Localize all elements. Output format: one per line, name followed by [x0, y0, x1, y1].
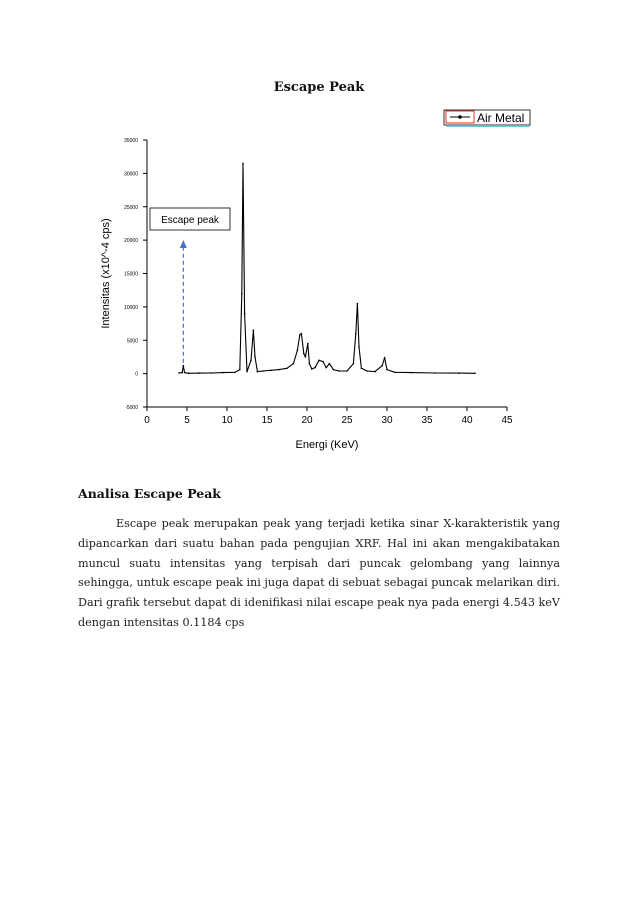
data-point: [239, 369, 241, 371]
analysis-paragraph: Escape peak merupakan peak yang terjadi ketika sinar X-karakteristik yang dipancarkan dari suatu bahan pada pengujian XRF. Hal ini akan mengakibatakan muncul suatu intensitas yang terpisah dari puncak gelombang yang lainnya sehingga, untuk escape peak ini juga dapat di sebuat sebagai puncak melarikan diri. Dari grafik tersebut dapat di idenifikasi nilai escape peak nya pada energi 4.543 keV dengan intensitas 0.1184 cps: [78, 517, 560, 629]
data-point: [366, 370, 368, 372]
data-point: [234, 372, 236, 374]
x-tick-label: 20: [301, 415, 313, 426]
y-tick-label: 10000: [124, 304, 138, 311]
y-tick-label: 35000: [124, 138, 138, 144]
data-point: [353, 363, 355, 365]
data-point: [210, 372, 212, 374]
data-point: [434, 372, 436, 374]
page-title: Escape Peak: [273, 80, 365, 95]
data-point: [262, 370, 264, 372]
data-point: [178, 372, 180, 374]
data-point: [222, 372, 224, 374]
data-point: [346, 370, 348, 372]
data-point: [257, 371, 259, 373]
data-point: [244, 313, 246, 315]
x-tick-label: 15: [261, 415, 273, 426]
data-point: [242, 163, 244, 165]
data-point: [307, 343, 309, 345]
y-tick-label: 30000: [124, 171, 138, 178]
data-point: [305, 356, 307, 358]
data-point: [254, 356, 256, 358]
data-point: [188, 373, 190, 375]
data-point: [318, 360, 320, 362]
data-point: [253, 329, 255, 331]
xrf-chart: [95, 100, 540, 460]
data-point: [329, 363, 331, 365]
data-point: [410, 372, 412, 374]
data-point: [181, 372, 183, 374]
data-point: [311, 368, 313, 370]
data-point: [198, 372, 200, 374]
data-point: [241, 293, 243, 295]
x-tick-label: 0: [144, 415, 150, 426]
data-point: [250, 360, 252, 362]
x-tick-label: 35: [421, 415, 433, 426]
series-line-air-metal: [179, 163, 475, 373]
data-point: [246, 371, 248, 373]
data-point: [361, 368, 363, 370]
data-point: [183, 365, 185, 367]
arrowhead-icon: [180, 240, 187, 248]
y-tick-label: 25000: [124, 204, 138, 211]
data-point: [184, 372, 186, 374]
data-point: [301, 333, 303, 335]
y-tick-label: -5000: [125, 405, 138, 411]
legend-symbol: [458, 115, 462, 119]
y-tick-label: 15000: [124, 271, 138, 278]
data-point: [358, 346, 360, 348]
y-tick-label: 5000: [126, 338, 138, 345]
data-point: [325, 367, 327, 369]
data-point: [394, 372, 396, 374]
data-point: [458, 372, 460, 374]
data-point: [297, 350, 299, 352]
section-heading: Analisa Escape Peak: [78, 486, 221, 501]
data-point: [322, 361, 324, 363]
data-point: [299, 334, 301, 336]
data-point: [333, 369, 335, 371]
data-point: [278, 369, 280, 371]
x-tick-label: 5: [184, 415, 190, 426]
data-point: [386, 369, 388, 371]
x-tick-label: 30: [381, 415, 393, 426]
x-axis-title: Energi (KeV): [295, 439, 359, 451]
data-point: [474, 373, 476, 375]
data-point: [355, 333, 357, 335]
x-tick-label: 45: [501, 415, 513, 426]
data-point: [309, 363, 311, 365]
y-tick-label: 0: [135, 371, 138, 378]
data-point: [314, 367, 316, 369]
data-point: [338, 370, 340, 372]
data-point: [270, 370, 272, 372]
data-point: [357, 303, 359, 305]
y-tick-label: 20000: [124, 238, 138, 245]
x-tick-label: 10: [221, 415, 233, 426]
data-point: [303, 353, 305, 355]
legend-label: Air Metal: [477, 111, 525, 125]
data-point: [384, 357, 386, 359]
data-point: [286, 368, 288, 370]
data-point: [374, 371, 376, 373]
x-tick-label: 25: [341, 415, 353, 426]
data-point: [381, 365, 383, 367]
data-point: [293, 363, 295, 365]
annotation-label: Escape peak: [161, 215, 219, 226]
x-tick-label: 40: [461, 415, 473, 426]
y-axis-title: Intensitas (x10^-4 cps): [100, 218, 112, 329]
